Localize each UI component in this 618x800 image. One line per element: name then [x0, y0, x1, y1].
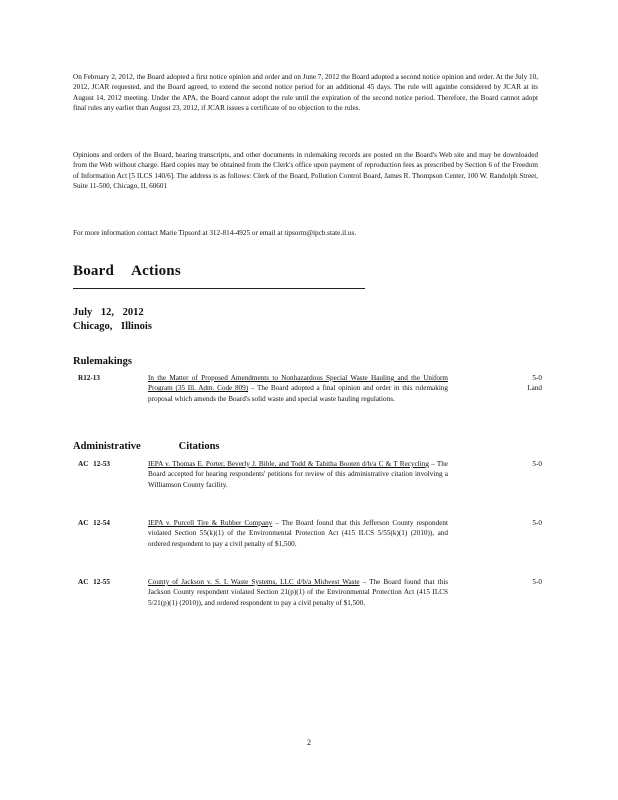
entry-vote: 5-0 [532, 460, 542, 468]
section-title: Board Actions [73, 263, 181, 279]
entry-case-title: County of Jackson v. S. I. Waste Systems, LLC d/b/a Midwest Waste [148, 578, 360, 586]
category-admin-word2: Citations [178, 441, 220, 452]
entry-code: AC 12-55 [78, 578, 110, 586]
entry-description [148, 373, 448, 404]
intro-paragraph-notice [73, 72, 538, 114]
entry-vote: 5-0 [532, 374, 542, 382]
meeting-place: Chicago, Illinois [73, 321, 152, 332]
meeting-info [73, 306, 152, 334]
entry-description [148, 518, 448, 549]
entry-vote: 5-0 [532, 519, 542, 527]
entry-case-title: In the Matter of Proposed Amendments to Nonhazardous Special Waste Hauling and the Uniform Program (35 Ill. Adm. Code 809) [148, 374, 448, 393]
intro-paragraph-records [73, 150, 538, 192]
entry-summary: – The Board accepted for hearing respondents' petitions for review of this administrative citation involving a Williamson County facility. [148, 460, 449, 489]
entry-code: R12-13 [78, 374, 100, 382]
entry-code: AC 12-53 [78, 460, 110, 468]
category-rulemakings: Rulemakings [73, 356, 132, 367]
entry-summary: – The Board found that this Jefferson County respondent violated Section 55(k)(1) of the Environmental Protection Act (415 ILCS 5/55(k)(1) (2010)), and ordered respondent to pay a civil penalty of $1,500. [148, 519, 448, 548]
page-number: 2 [307, 738, 311, 747]
category-administrative-citations [73, 441, 220, 452]
intro-paragraph-2-text: Opinions and orders of the Board, hearing transcripts, and other documents in rulemaking records are posted on the Board's Web site and may be downloaded from the Web without charge. Hard copies may be obtained from the Clerk's office upon payment of reproduction fees as prescribed by Section 6 of the Freedom of Information Act [5 ILCS 140/6]. The address is as follows: Clerk of the Board, Pollution Control Board, James R. Thompson Center, 100 W. Randolph Street, Suite 11-500, Chicago, IL 60601 [73, 151, 538, 191]
entry-case-title: IEPA v. Thomas E. Porter, Beverly J. Bible, and Todd & Tabitha Booten d/b/a C & T Recycling [148, 460, 429, 468]
entry-vote-note: Land [527, 384, 542, 393]
category-admin-word1: Administrative [73, 441, 141, 452]
entry-vote: 5-0 [532, 578, 542, 586]
section-divider [73, 288, 365, 289]
entry-description [148, 577, 448, 608]
intro-paragraph-1-text: On February 2, 2012, the Board adopted a first notice opinion and order and on June 7, 2012 the Board adopted a second notice opinion and order. At the July 10, 2012, JCAR requested, and the Board agreed, to extend the second notice period for an additional 45 days. The rule will againbe considered by JCAR at its August 14, 2012 meeting. Under the APA, the Board cannot adopt the rule until the expiration of the second notice period. Therefore, the Board cannot adopt final rules any earlier than August 23, 2012, if JCAR issues a certificate of no objection to the rules. [73, 73, 538, 113]
meeting-date: July 12, 2012 [73, 307, 144, 318]
entry-summary: – The Board adopted a final opinion and order in this rulemaking proposal which amends the Board's solid waste and special waste hauling regulations. [148, 384, 449, 403]
entry-case-title: IEPA v. Purcell Tire & Rubber Company [148, 519, 273, 527]
intro-paragraph-contact [73, 228, 538, 238]
entry-code: AC 12-54 [78, 519, 110, 527]
entry-description [148, 459, 448, 490]
intro-paragraph-3-text: For more information contact Marie Tipsord at 312-814-4925 or email at tipsorm@ipcb.state.il.us. [73, 229, 357, 237]
entry-summary: – The Board found that this Jackson County respondent violated Section 21(p)(1) of the Environmental Protection Act (415 ILCS 5/21(p)(1) (2010)), and ordered respondent to pay a civil penalty of $1,500. [148, 578, 448, 607]
